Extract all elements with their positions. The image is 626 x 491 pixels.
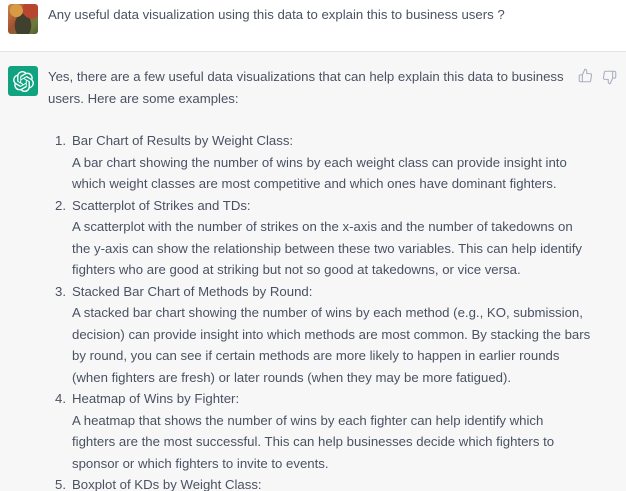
visualization-list	[48, 130, 590, 491]
text-line: fighters who are good at striking but not so good at takedowns, or vice versa.	[72, 262, 521, 277]
thumbs-down-icon	[602, 70, 617, 85]
text-line: decision) can provide insight into which methods are most common. By stacking the bars	[72, 326, 591, 342]
list-number: 5.	[55, 477, 66, 491]
user-avatar	[8, 4, 38, 34]
text-line: the y-axis can show the relationship between these two variables. This can help identify	[72, 240, 582, 256]
list-item	[48, 195, 590, 281]
text-line: users. Here are some examples:	[48, 90, 239, 106]
list-item-title: Scatterplot of Strikes and TDs:	[72, 197, 251, 213]
text-line: A heatmap that shows the number of wins by each fighter can help identify which	[72, 412, 544, 428]
text-line: sponsor or which fighters to invite to events.	[72, 455, 329, 471]
list-item-title: Boxplot of KDs by Weight Class:	[72, 477, 262, 491]
openai-logo-icon	[13, 71, 34, 92]
text-line: A stacked bar chart showing the number of wins by each method (e.g., KO, submission,	[72, 305, 583, 320]
text-line: Yes, there are a few useful data visualizations that can help explain this data to business	[48, 69, 564, 84]
user-message-row	[0, 0, 626, 52]
list-item-title: Bar Chart of Results by Weight Class:	[72, 133, 294, 148]
assistant-intro	[48, 66, 590, 109]
thumbs-down-button[interactable]	[602, 70, 617, 85]
text-line: A scatterplot with the number of strikes on the x-axis and the number of takedowns on	[72, 219, 573, 234]
user-message-text: Any useful data visualization using this data to explain this to business users ?	[48, 7, 505, 22]
list-item	[48, 130, 590, 195]
chatgpt-avatar	[8, 66, 38, 96]
list-number: 3.	[55, 283, 66, 299]
user-message-content	[48, 4, 505, 26]
text-line: which weight classes are most competitive and which ones have dominant fighters.	[72, 176, 557, 191]
text-line: A bar chart showing the number of wins by each weight class can provide insight into	[72, 154, 567, 170]
list-number: 1.	[55, 133, 66, 148]
list-number: 2.	[55, 197, 66, 213]
text-line: fighters are the most successful. This can help businesses decide which fighters to	[72, 434, 555, 449]
list-item	[48, 474, 590, 491]
list-item	[48, 388, 590, 474]
assistant-message-row	[0, 52, 626, 491]
thumbs-up-icon	[578, 68, 593, 83]
list-item-title: Heatmap of Wins by Fighter:	[72, 391, 240, 406]
assistant-message-content	[48, 66, 590, 491]
list-item	[48, 281, 590, 389]
text-line: (when fighters are fresh) or later rounds (when they may be more fatigued).	[72, 369, 512, 385]
feedback-buttons	[578, 68, 617, 85]
text-line: by round, you can see if certain methods are more likely to happen in earlier rounds	[72, 348, 560, 363]
thumbs-up-button[interactable]	[578, 68, 593, 83]
list-number: 4.	[55, 391, 66, 406]
list-item-title: Stacked Bar Chart of Methods by Round:	[72, 283, 313, 299]
